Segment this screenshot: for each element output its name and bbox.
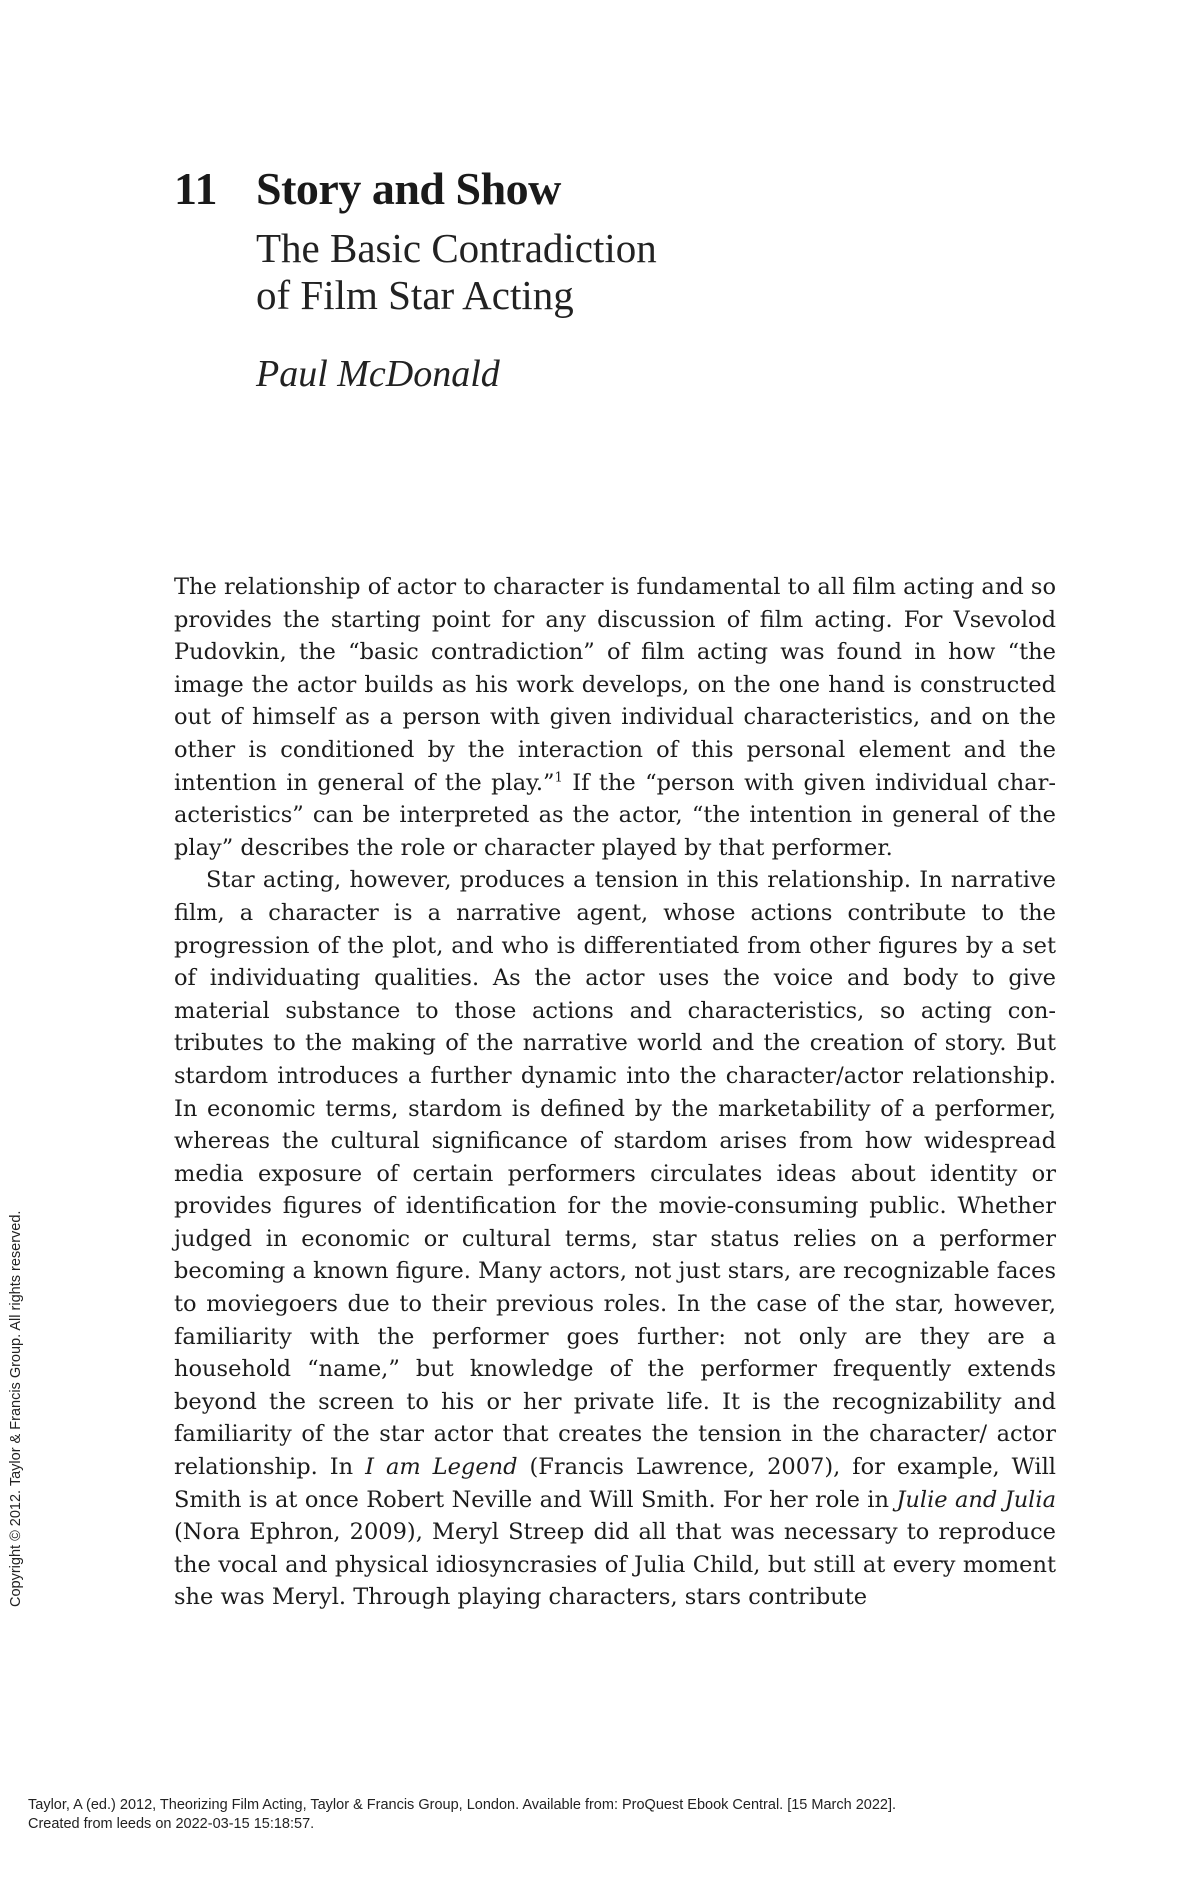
chapter-heading (174, 162, 561, 215)
chapter-title: Story and Show (256, 163, 561, 214)
paragraph-1-part-b: If the “person with given individual characteristics” can be interpreted as the actor, “the intention in general of the play” describes the role or character played by that performer. (174, 769, 1056, 861)
body-text (174, 571, 1056, 1614)
footnote-marker[interactable]: 1 (554, 770, 563, 786)
citation-line-1: Taylor, A (ed.) 2012, Theorizing Film Acting, Taylor & Francis Group, London. Available from: ProQuest Ebook Central. [15 March 2022]. (28, 1797, 897, 1813)
citation-footer (28, 1796, 896, 1834)
chapter-subtitle-line1: The Basic Contradiction (256, 225, 657, 271)
paragraph-2-part-c: (Nora Ephron, 2009), Meryl Streep did all that was necessary to reproduce the vocal and physical idiosyncrasies of Julia Child, but still at every moment she was Meryl. Through playing characters, stars contribute (174, 1519, 1056, 1611)
paragraph-1 (174, 571, 1056, 864)
paragraph-2-part-b: (Francis Lawrence, 2007), for example, Will Smith is at once Robert Neville and Will Smith. For her role in (174, 1454, 1057, 1513)
paragraph-1-part-a: The relationship of actor to character is fundamental to all film acting and so provides the starting point for any discussion of film acting. For Vsevolod Pudovkin, the “basic contradiction” of film acting was found in how “the image the actor builds as his work develops, on the one hand is constructed out of himself as a person with given individual characteristics, and on the other is conditioned by the interaction of this personal element and the intention in general of the play.” (174, 574, 1056, 796)
film-title-julie-and-julia: Julie and Julia (896, 1486, 1056, 1513)
paragraph-2-part-a: Star acting, however, produces a tension in this relationship. In narrative film, a character is a narrative agent, whose actions contribute to the progression of the plot, and who is differentiated from other figures by a set of individuating qualities. As the actor uses the voice and body to give material substance to those actions and characteristics, so acting contributes to the making of the narrative world and the creation of story. But stardom introduces a further dynamic into the character/actor relationship. In economic terms, stardom is defined by the marketability of a performer, whereas the cultural significance of stardom arises from how widespread media exposure of certain performers circulates ideas about identity or provides figures of identification for the movie-consuming public. Whether judged in economic or cultural terms, star status relies on a performer becoming a known figure. Many actors, not just stars, are recognizable faces to moviegoers due to their previous roles. In the case of the star, however, familiarity with the performer goes further: not only are they are a household “name,” but knowledge of the performer frequently extends beyond the screen to his or her private life. It is the recognizability and familiarity of the star actor that creates the tension in the character/ actor relationship. In (174, 867, 1056, 1481)
film-title-i-am-legend: I am Legend (365, 1454, 518, 1481)
chapter-subtitle-line2: of Film Star Acting (256, 272, 574, 318)
paragraph-2 (174, 864, 1056, 1614)
citation-line-2: Created from leeds on 2022-03-15 15:18:57. (28, 1816, 315, 1832)
copyright-notice: Copyright © 2012. Taylor & Francis Group. All rights reserved. (8, 1210, 24, 1607)
chapter-author: Paul McDonald (256, 353, 500, 395)
chapter-subtitle (256, 225, 657, 319)
chapter-number: 11 (174, 163, 218, 214)
